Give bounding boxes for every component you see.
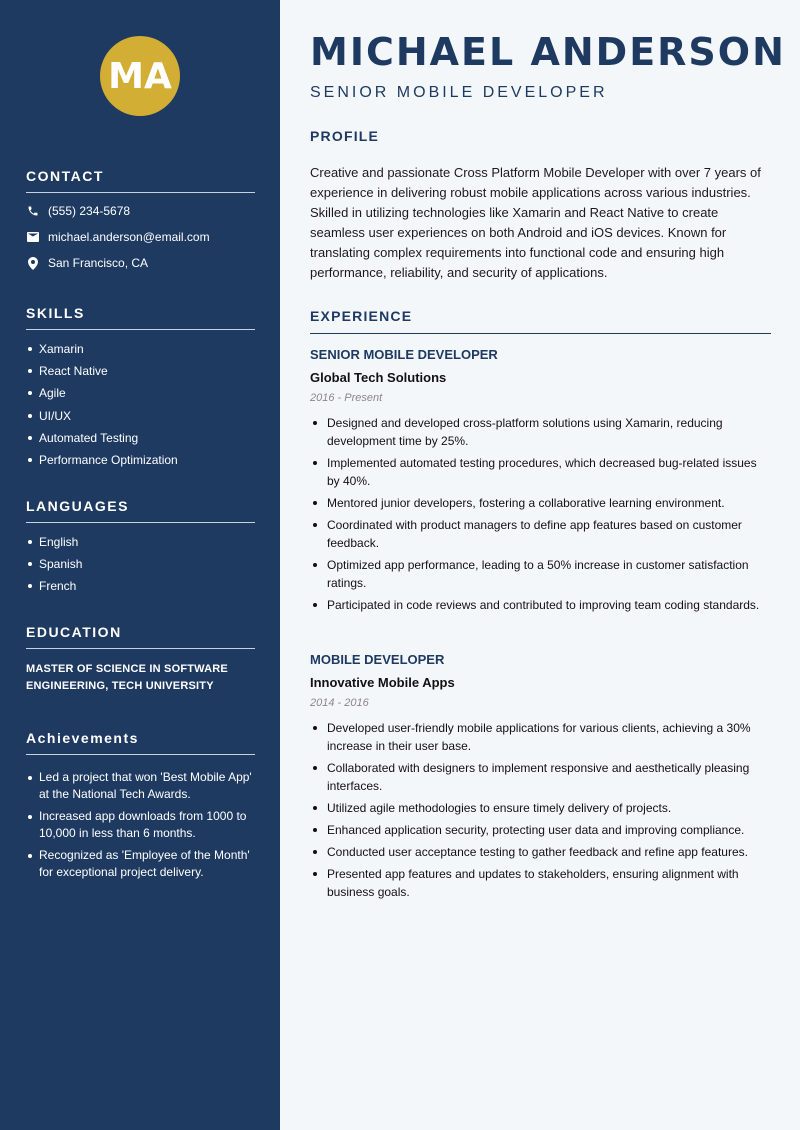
languages-list xyxy=(26,535,255,602)
mail-icon xyxy=(26,230,40,244)
profile-text: Creative and passionate Cross Platform Mobile Developer with over 7 years of experience in delivering robust mobile applications across various industries. Skilled in utilizing technologies like Xamarin and React Native to create seamless user experiences on both Android and iOS devices. Known for translating complex requirements into functional code and ensuring high performance, reliability, and security of applications. xyxy=(310,165,761,280)
contact-phone-text: (555) 234-5678 xyxy=(48,204,131,218)
job-bullet: Developed user-friendly mobile applications for various clients, achieving a 30% increase in their user base. xyxy=(310,719,771,755)
job-entry xyxy=(310,652,771,905)
job-bullet: Collaborated with designers to implement responsive and aesthetically pleasing interfaces. xyxy=(310,759,771,795)
contact-title: CONTACT xyxy=(26,168,255,193)
job-period: 2014 - 2016 xyxy=(310,697,369,709)
profile-title: PROFILE xyxy=(310,128,380,144)
experience-title: EXPERIENCE xyxy=(310,308,771,334)
education-title: EDUCATION xyxy=(26,624,255,649)
candidate-name: MICHAEL ANDERSON xyxy=(310,30,786,74)
job-bullet: Mentored junior developers, fostering a collaborative learning environment. xyxy=(310,494,771,512)
phone-icon xyxy=(26,204,40,218)
achievements-title: Achievements xyxy=(26,730,255,755)
language-item: Spanish xyxy=(26,557,255,579)
skill-item: Agile xyxy=(26,386,255,408)
location-pin-icon xyxy=(26,256,40,270)
job-period: 2016 - Present xyxy=(310,392,383,404)
job-bullet: Conducted user acceptance testing to gather feedback and refine app features. xyxy=(310,843,771,861)
job-title: MOBILE DEVELOPER xyxy=(310,652,445,667)
achievements-section xyxy=(26,730,255,886)
job-company: Innovative Mobile Apps xyxy=(310,675,455,690)
contact-email[interactable] xyxy=(26,224,255,250)
skill-item: Automated Testing xyxy=(26,431,255,453)
contact-section xyxy=(26,168,255,276)
languages-title: LANGUAGES xyxy=(26,498,255,523)
job-entry xyxy=(310,347,771,618)
skill-item: Xamarin xyxy=(26,342,255,364)
education-section xyxy=(26,624,255,695)
avatar: MA xyxy=(100,36,180,116)
education-degree: MASTER OF SCIENCE IN SOFTWARE ENGINEERING, TECH UNIVERSITY xyxy=(26,663,228,692)
achievement-item: Recognized as 'Employee of the Month' for exceptional project delivery. xyxy=(26,847,255,881)
contact-phone xyxy=(26,198,255,224)
job-bullet: Participated in code reviews and contributed to improving team coding standards. xyxy=(310,596,771,614)
job-bullets xyxy=(310,719,771,901)
skills-list xyxy=(26,342,255,475)
achievement-item: Increased app downloads from 1000 to 10,000 in less than 6 months. xyxy=(26,808,255,842)
job-bullets xyxy=(310,414,771,614)
job-title: SENIOR MOBILE DEVELOPER xyxy=(310,347,498,362)
contact-location-text: San Francisco, CA xyxy=(48,256,149,270)
job-bullet: Designed and developed cross-platform solutions using Xamarin, reducing development time by 25%. xyxy=(310,414,771,450)
job-bullet: Enhanced application security, protecting user data and improving compliance. xyxy=(310,821,771,839)
job-bullet: Presented app features and updates to stakeholders, ensuring alignment with business goals. xyxy=(310,865,771,901)
language-item: English xyxy=(26,535,255,557)
job-bullet: Coordinated with product managers to define app features based on customer feedback. xyxy=(310,516,771,552)
languages-section xyxy=(26,498,255,602)
candidate-role: SENIOR MOBILE DEVELOPER xyxy=(310,84,608,101)
achievement-item: Led a project that won 'Best Mobile App' at the National Tech Awards. xyxy=(26,769,255,803)
skills-title: SKILLS xyxy=(26,305,255,330)
skill-item: Performance Optimization xyxy=(26,453,255,475)
job-bullet: Optimized app performance, leading to a 50% increase in customer satisfaction ratings. xyxy=(310,556,771,592)
skill-item: React Native xyxy=(26,364,255,386)
job-bullet: Utilized agile methodologies to ensure timely delivery of projects. xyxy=(310,799,771,817)
skill-item: UI/UX xyxy=(26,409,255,431)
contact-email-text[interactable]: michael.anderson@email.com xyxy=(48,230,210,244)
achievements-list xyxy=(26,769,255,881)
job-company: Global Tech Solutions xyxy=(310,370,447,385)
contact-location xyxy=(26,250,255,276)
job-bullet: Implemented automated testing procedures, which decreased bug-related issues by 40%. xyxy=(310,454,771,490)
skills-section xyxy=(26,305,255,475)
sidebar xyxy=(0,0,280,1130)
language-item: French xyxy=(26,579,255,601)
